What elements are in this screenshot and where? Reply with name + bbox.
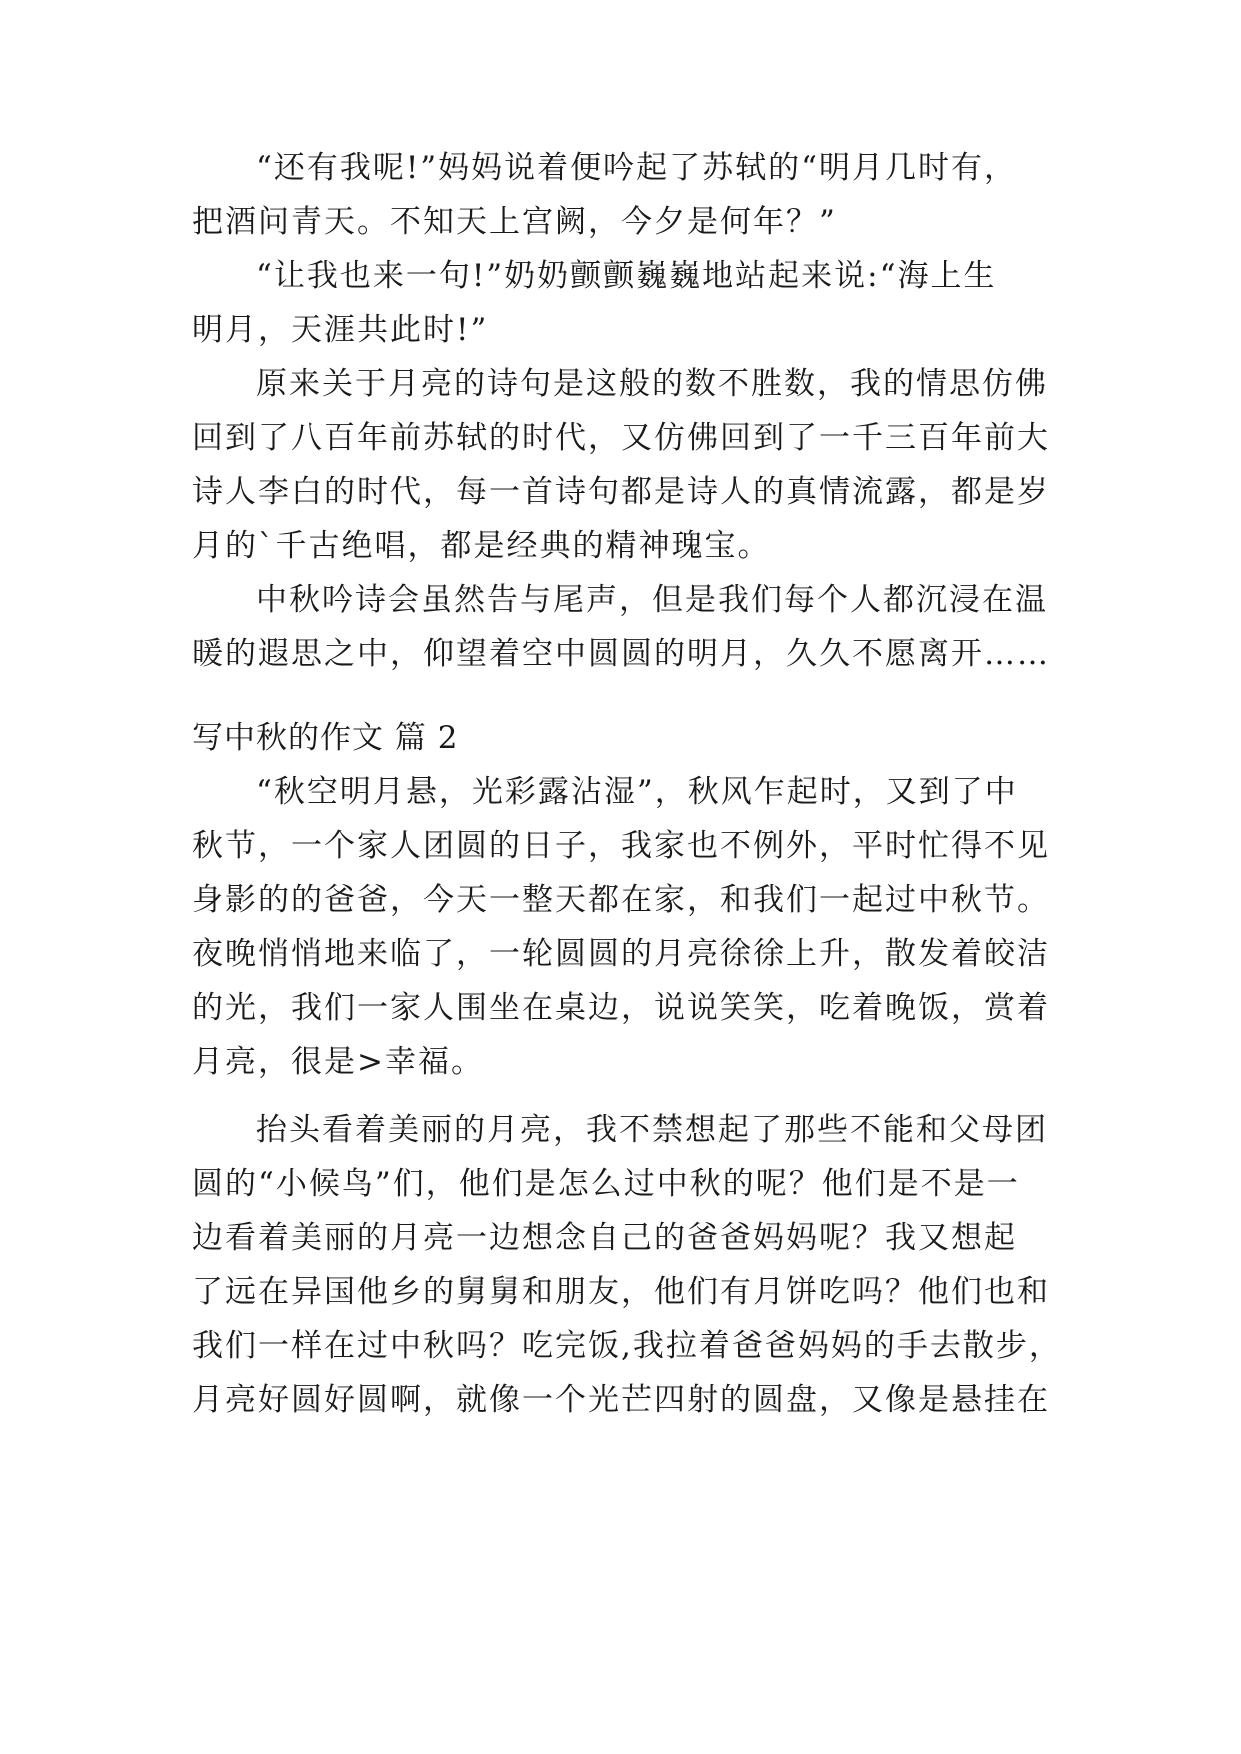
paragraph-line: 中秋吟诗会虽然告与尾声，但是我们每个人都沉浸在温: [256, 582, 1048, 618]
paragraph-line: 暖的遐思之中，仰望着空中圆圆的明月，久久不愿离开……: [192, 636, 1050, 672]
section-heading: 写中秋的作文 篇 2: [192, 720, 459, 756]
paragraph-line: 原来关于月亮的诗句是这般的数不胜数，我的情思仿佛: [256, 366, 1048, 402]
paragraph-line: 月亮好圆好圆啊，就像一个光芒四射的圆盘，又像是悬挂在: [192, 1382, 1050, 1418]
paragraph-line: 月亮，很是>幸福。: [192, 1044, 484, 1080]
paragraph-line: 我们一样在过中秋吗？吃完饭,我拉着爸爸妈妈的手去散步，: [192, 1328, 1062, 1364]
paragraph-line: 夜晚悄悄地来临了，一轮圆圆的月亮徐徐上升，散发着皎洁: [192, 936, 1050, 972]
paragraph-line: 圆的“小候鸟”们，他们是怎么过中秋的呢？他们是不是一: [192, 1166, 1020, 1202]
paragraph-line: 的光，我们一家人围坐在桌边，说说笑笑，吃着晚饭，赏着: [192, 990, 1050, 1026]
paragraph-line: 秋节，一个家人团圆的日子，我家也不例外，平时忙得不见: [192, 828, 1050, 864]
paragraph-line: 了远在异国他乡的舅舅和朋友，他们有月饼吃吗？他们也和: [192, 1274, 1050, 1310]
paragraph-line: 抬头看着美丽的月亮，我不禁想起了那些不能和父母团: [256, 1112, 1048, 1148]
paragraph-line: “秋空明月悬，光彩露沾湿”，秋风乍起时，又到了中: [256, 774, 1018, 810]
paragraph-line: 身影的的爸爸，今天一整天都在家，和我们一起过中秋节。: [192, 882, 1050, 918]
paragraph-line: 月的`千古绝唱，都是经典的精神瑰宝。: [192, 528, 771, 564]
paragraph-line: “让我也来一句!”奶奶颤颤巍巍地站起来说:“海上生: [256, 258, 997, 294]
paragraph-line: 边看着美丽的月亮一边想念自己的爸爸妈妈呢？我又想起: [192, 1220, 1017, 1256]
paragraph-line: “还有我呢!”妈妈说着便吟起了苏轼的“明月几时有，: [256, 150, 1017, 186]
paragraph-line: 明月，天涯共此时!”: [192, 312, 489, 348]
paragraph-line: 把酒问青天。不知天上宫阙，今夕是何年？”: [192, 204, 837, 240]
paragraph-line: 回到了八百年前苏轼的时代，又仿佛回到了一千三百年前大: [192, 420, 1050, 456]
paragraph-line: 诗人李白的时代，每一首诗句都是诗人的真情流露，都是岁: [192, 474, 1050, 510]
